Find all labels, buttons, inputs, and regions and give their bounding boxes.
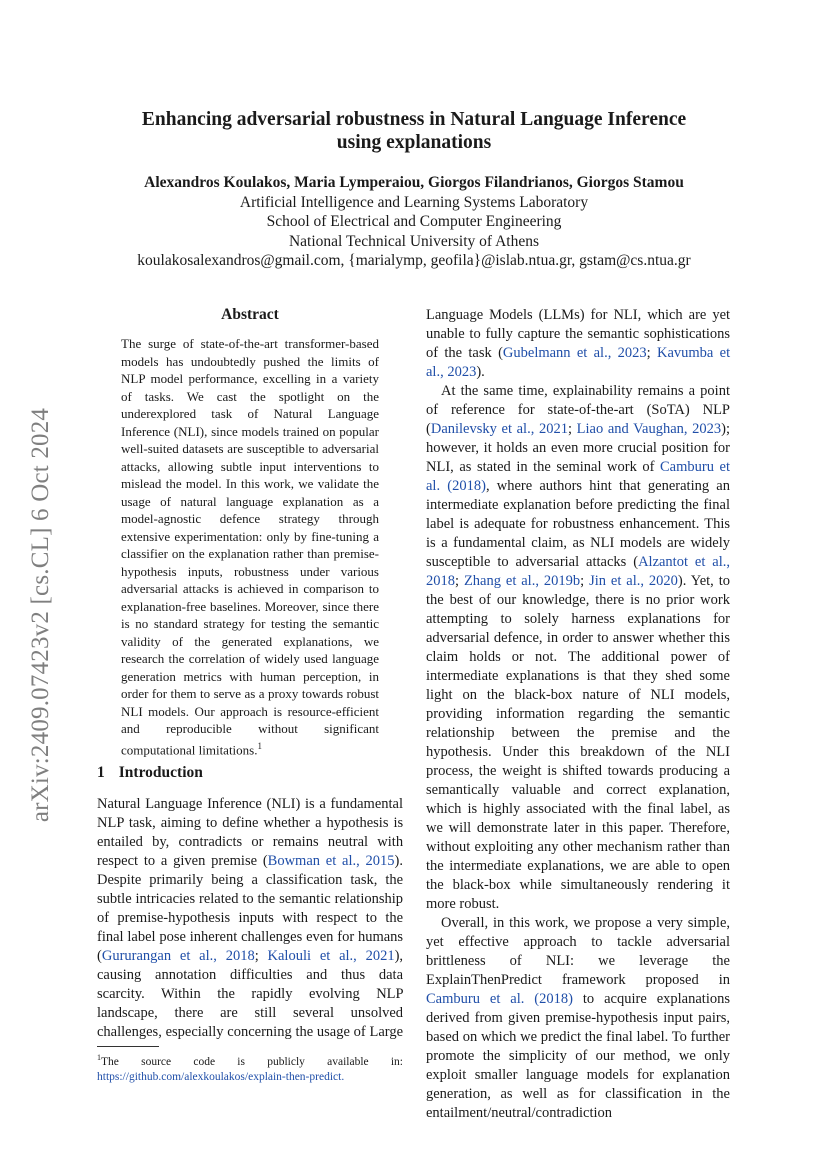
paragraph-text: challenges [241,929,303,945]
paragraph-text: Within [161,986,201,1002]
abstract-footnote-mark: 1 [257,740,262,751]
paragraph-text: for [337,929,355,945]
affiliation-university: National Technical University of Athens [288,232,539,250]
paragraph-text: still [254,1005,277,1021]
paragraph-text: ), [394,948,404,964]
citation-link[interactable] [357,948,366,964]
author-block [80,173,748,271]
paragraph-text: NLP [376,986,404,1002]
paragraph-text: landscape, [97,1005,158,1021]
citation-link[interactable] [190,948,199,964]
paragraph-text: pose [159,929,186,945]
citation-link[interactable]: 2018 [225,948,255,964]
paragraph-text: annotation [155,967,217,983]
paragraph-text: evolving [308,986,360,1002]
paragraph-text: of [426,345,439,361]
paragraph-text: with [377,834,404,850]
paragraph-text: to [365,910,377,926]
paragraph-text: Large [369,1024,404,1040]
intro-paragraph-3 [426,914,730,1123]
paragraph-text: a [251,872,258,888]
citation-link[interactable]: Kalouli [267,948,312,964]
paragraph-text: especially [165,1024,224,1040]
paragraph-text: causing [97,967,142,983]
paragraph-text: to [469,326,481,342]
footnote-mark: 1 [97,1053,101,1062]
paragraph-text [201,986,217,1002]
paragraph-text [145,986,161,1002]
paragraph-text: semantic [279,891,331,907]
citation-link[interactable] [171,948,180,964]
paragraph-text: respect [316,910,358,926]
citation-link[interactable]: et [576,345,588,361]
paragraph-text: to [205,815,218,831]
paragraph-text: ; [580,573,590,589]
paragraph-text: there [174,1005,204,1021]
paragraph-text: (LLMs) [538,307,585,323]
paragraph-text [263,834,272,850]
paragraph-text [258,872,266,888]
paragraph-text: yet [712,307,731,323]
title-line-2: using explanations [336,132,492,153]
citation-link[interactable]: 2015 [365,853,395,869]
paragraph-text: Inference [207,796,262,812]
intro-paragraph-2 [426,382,730,914]
citation-link[interactable]: 2021 [365,948,395,964]
paragraph-text: which [647,307,683,323]
citation-link[interactable]: 2023 [447,364,477,380]
paragraph-text: Overall, in this work, we propose a very simple, yet effective approach to tackle adversarial brittleness of NLI: we leverage the ExplainThenPredict framework proposed in [426,915,730,988]
citation-link[interactable]: al., [339,948,357,964]
paragraph-text: At the same time, explainability remains a point of reference for state-of-the-art (SoTA) NLP ( [426,383,730,437]
citation-link[interactable]: Bowman [267,853,321,869]
paragraph-text: of [353,1024,366,1040]
paragraph-text [368,834,377,850]
paragraph-text: subtle [97,891,132,907]
paragraph-text: ( [262,853,268,869]
paragraph-text: hypothesis [326,815,389,831]
paragraph-text: task [468,345,492,361]
paragraph-text: ; [455,573,464,589]
paragraph-text: aiming [160,815,202,831]
arxiv-identifier [16,380,66,850]
citation-link[interactable]: Liao and Vaughan, 2023 [576,421,722,437]
paragraph-text: inherent [189,929,238,945]
paragraph-text: scarcity. [97,986,145,1002]
paragraph-text [169,834,178,850]
paragraph-text [334,1005,351,1021]
citation-link[interactable]: Camburu et al. (2018) [426,991,573,1007]
citation-link[interactable]: et [325,853,337,869]
paragraph-text [143,834,152,850]
paragraph-text [141,967,155,983]
citation-link[interactable]: et [719,345,731,361]
paragraph-text: a [160,853,168,869]
paragraph-text: entailed [97,834,143,850]
paragraph-text: label [127,929,156,945]
paragraph-text: fully [485,326,513,342]
footnote-url-link[interactable]: https://github.com/alexkoulakos/explain-then-predict. [97,1070,345,1083]
paragraph-text: the [385,872,404,888]
section-number: 1 [97,764,105,781]
citation-link[interactable] [330,948,339,964]
paragraph-text: ( [97,948,102,964]
paragraph-text: with [282,910,309,926]
paragraph-text [242,834,251,850]
footnote-text: The source code is publicly available in: [101,1055,403,1068]
paragraph-text: premise [211,853,258,869]
paragraph-text: Language [426,307,484,323]
paragraph-text: difficulties [229,967,293,983]
paragraph-text: task, [350,872,378,888]
paragraph-text: unable [426,326,465,342]
paragraph-text: even [306,929,334,945]
paragraph-text: a [315,815,322,831]
citation-link[interactable]: 2023 [617,345,647,361]
paragraph-text: the [565,326,583,342]
intro-paragraph-1-left [97,795,403,1042]
paragraph-text: final [97,929,124,945]
paragraph-text: remains [272,834,319,850]
citation-link[interactable] [217,948,226,964]
paragraph-text: ; [567,421,577,437]
paragraph-text: ; [254,948,259,964]
paragraph-text: to acquire explanations derived from given premise-hypothesis input pairs, based on which we predict the final label. To further promote the simplicity of our method, we only exploit smaller language models for explanation generation, as well as for classification in the entailment/neutral/contradiction [426,991,730,1121]
citation-link[interactable]: Jin et al., 2020 [589,573,678,589]
paragraph-text: ). [394,853,404,869]
paragraph-text: ( [498,345,503,361]
paragraph-text: inputs [238,910,274,926]
paragraph-text: of [97,910,110,926]
paragraph-text: are [688,307,707,323]
paragraph-text [319,834,328,850]
paragraph-text [292,986,308,1002]
citation-link[interactable]: al., [199,948,217,964]
paragraph-text [365,967,379,983]
paragraph-text: several [292,1005,334,1021]
paragraph-text: capture [517,326,561,342]
paragraph-text: respect [97,853,139,869]
paragraph-text: and [306,967,328,983]
paragraph-text [235,986,251,1002]
paragraph-text: (NLI) [266,796,301,812]
paragraph-text [259,948,268,964]
right-column [426,306,730,1123]
paragraph-text: being [211,872,244,888]
paragraph-text: is [393,815,404,831]
paragraph-text [276,1005,293,1021]
paragraph-text: the [444,345,463,361]
abstract-text: The surge of state-of-the-art transformer-based models has undoubtedly pushed the limits of NLP model performance, excelling in a variety of tasks. We cast the spotlight on the underexplored task of Natural Language Inference (NLI), since models trained on popular well-suited datasets are susceptible to adversarial attacks, allowing subtle input interventions to mislead the model. In this work, we validate the usage of natural language explanation as a model-agnostic defence strategy through extensive experimentation: only by fine-tuning a classifier on the explanation rather than premise-hypothesis inputs, robustness under various adversarial attacks is achieved in comparison to explanation-free baselines. Moreover, since there is no standard strategy for testing the semantic validity of the generated explanations, we research the correlation of widely used language generation metrics with human perception, in order for them to serve as a proxy towards robust NLI models. Our approach is resource-efficient and reproducible without significant computational limitations. [121,336,379,757]
paragraph-text: ; [646,345,651,361]
intro-paragraph-1 [97,795,403,1042]
paragraph-text: the [257,891,276,907]
paragraph-text: ); however, it holds an even more crucial position for NLI, as stated in the seminal work of [426,421,731,475]
author-emails: koulakosalexandros@gmail.com, {marialymp, geofila}@islab.ntua.gr, gstam@cs.ntua.gr [137,252,691,269]
citation-link[interactable]: Danilevsky et al., 2021 [430,421,568,437]
abstract-body [121,335,379,758]
paragraph-text [238,1005,255,1021]
paragraph-text: fundamental [330,796,404,812]
paragraph-text: task, [128,815,156,831]
citation-link[interactable]: Kavumba [656,345,714,361]
paragraph-text: data [378,967,404,983]
paragraph-text: to [242,891,254,907]
paragraph-text [158,1005,175,1021]
paragraph-text [360,986,376,1002]
citation-link[interactable]: Zhang et al., 2019b [463,573,581,589]
paper-title [100,108,728,154]
paragraph-text: given [173,853,206,869]
paragraph-text: primarily [149,872,204,888]
paragraph-text: Despite [97,872,142,888]
section-heading-introduction [97,764,203,782]
paragraph-text: ). Yet, to the best of our knowledge, there is no prior work attempting to solely harness explanations for adversarial defence, in order to answer whether this claim holds or not. The additional power of intermediate explanations is that they shed some light on the black-box nature of NLI models, providing information regarding the semantic relationship between the premise and the hypothesis. Under this breakdown of the NLI process, the weight is shifted towards producing a semantically valuable and correct explanation, which is highly associated with the final label, as we will demonstrate later in this paper. Therefore, without exploiting any other mechanism rather than the intermediate explanations, we are able to open the black-box while simultaneously rendering it more robust. [426,573,730,912]
paragraph-text: usage [316,1024,350,1040]
paragraph-text: relationship [334,891,404,907]
footnote-rule [97,1046,159,1047]
citation-link[interactable]: Camburu et al. (2018) [426,459,730,494]
author-names: Alexandros Koulakos, Maria Lymperaiou, Giorgos Filandrianos, Giorgos Stamou [144,174,684,191]
paragraph-text: thus [340,967,366,983]
paragraph-text: to [143,853,156,869]
paragraph-text: whether [263,815,311,831]
intro-paragraph-1-continued [426,306,730,382]
paragraph-text: , where authors hint that generating an intermediate explanation before predicting the final label is adequate for robustness enhancement. This is a fundamental claim, as NLI models are widely susceptible to adversarial attacks ( [426,478,730,570]
paragraph-text: a [319,796,326,812]
affiliation-school: School of Electrical and Computer Engineering [266,213,562,230]
citation-link[interactable]: et [179,948,191,964]
title-line-1: Enhancing adversarial robustness in Natural Language Inference [141,109,687,130]
paragraph-text: contradicts [178,834,243,850]
paragraph-text: is [305,796,315,812]
paragraph-text [293,967,307,983]
paragraph-text: the [385,910,404,926]
paragraph-text: Models [489,307,533,323]
paragraph-text: premise-hypothesis [117,910,231,926]
affiliation-lab: Artificial Intelligence and Learning Systems Laboratory [239,193,589,211]
paragraph-text: the [217,986,235,1002]
paragraph-text: humans [357,929,404,945]
paragraph-text [203,1005,220,1021]
paragraph-text: ). [476,364,485,380]
paragraph-text: rapidly [251,986,293,1002]
paragraph-text: Language [145,796,203,812]
paragraph-text [216,967,230,983]
paragraph-text: for [590,307,608,323]
footnote [97,1050,403,1085]
section-title: Introduction [118,764,203,781]
paragraph-text: or [251,834,264,850]
citation-link[interactable] [311,948,320,964]
paragraph-text: neutral [327,834,369,850]
paragraph-text [274,910,282,926]
paragraph-text: intricacies [135,891,196,907]
paragraph-text: Natural [97,796,141,812]
citation-link[interactable]: al., [593,345,612,361]
paragraph-text [357,910,365,926]
citation-link[interactable]: al., [342,853,360,869]
paragraph-text: the [295,1024,314,1040]
citation-link[interactable]: Gubelmann [502,345,571,361]
citation-link[interactable]: Alzantot et al., 2018 [426,554,730,589]
arxiv-identifier-text: arXiv:2409.07423v2 [cs.CL] 6 Oct 2024 [27,407,54,823]
paragraph-text [327,967,341,983]
paragraph-text: NLI, [613,307,642,323]
citation-link[interactable]: al., [426,364,444,380]
paragraph-text: classification [265,872,343,888]
paragraph-text: semantic [587,326,640,342]
paragraph-text: challenges, [97,1024,162,1040]
citation-link[interactable]: Gururangan [101,948,172,964]
paragraph-text: NLP [97,815,124,831]
paragraph-text: define [222,815,259,831]
paragraph-text: unsolved [350,1005,404,1021]
paragraph-text: sophistications [643,326,731,342]
citation-link[interactable]: et [319,948,331,964]
paragraph-text: by, [152,834,170,850]
paragraph-text: concerning [227,1024,292,1040]
paragraph-text: related [199,891,239,907]
abstract-heading: Abstract [221,306,279,323]
paragraph-text: are [220,1005,238,1021]
